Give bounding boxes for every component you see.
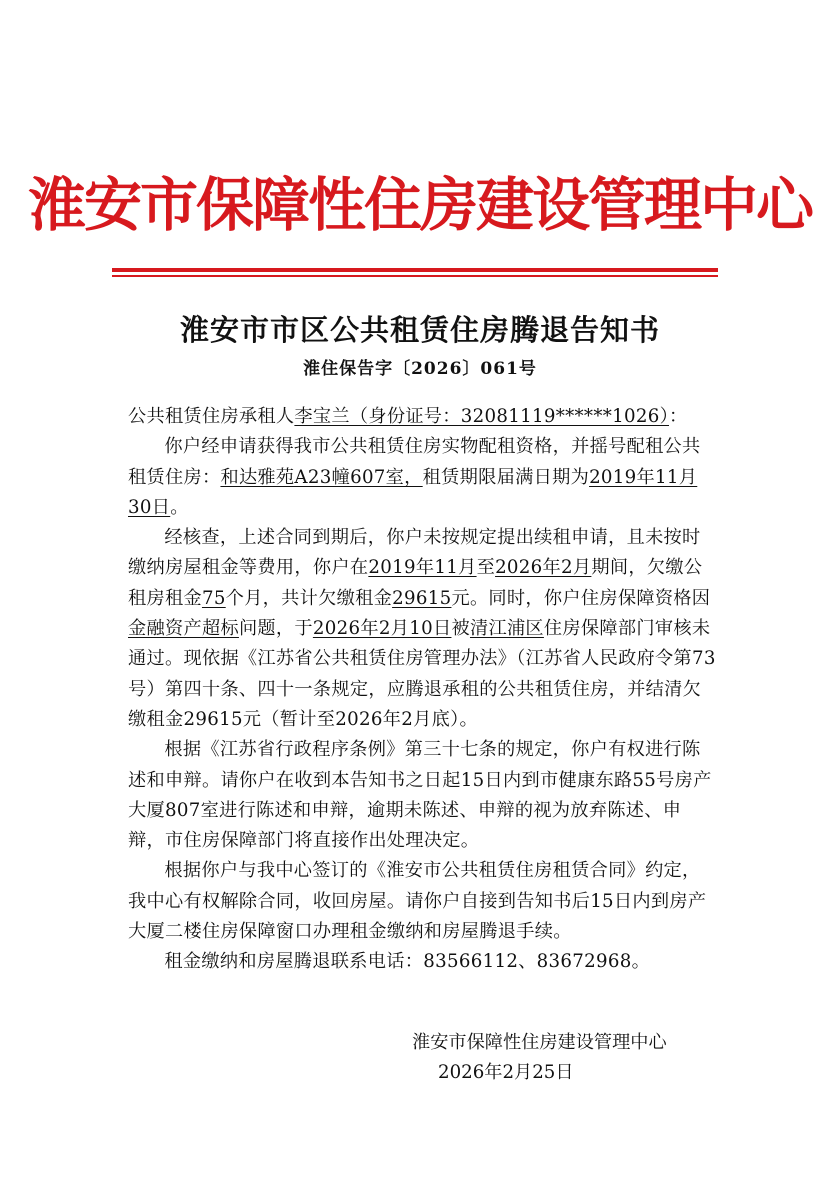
paragraph-allocation: 你户经申请获得我市公共租赁住房实物配租资格，并摇号配租公共租赁住房：和达雅苑A23幢607室，租赁期限届满日期为2019年11月30日。 [128, 436, 701, 518]
addressee-line: 公共租赁住房承租人李宝兰（身份证号：32081119******1026）： [128, 406, 688, 427]
letterhead-rule-thick [112, 268, 718, 272]
signature-org: 淮安市保障性住房建设管理中心 [412, 1032, 667, 1053]
paragraph-statement-rights: 根据《江苏省行政程序条例》第三十七条的规定，你户有权进行陈述和申辩。请你户在收到本告知书之日起15日内到市健康东路55号房产大厦807室进行陈述和申辩，逾期未陈述、申辩的视为放弃陈述、申辩，市住房保障部门将直接作出处理决定。 [128, 739, 712, 852]
letterhead-rule-thin [112, 275, 718, 277]
housing-address: 和达雅苑A23幢607室， [220, 466, 423, 488]
org-letterhead: 淮安市保障性住房建设管理中心 [28, 171, 813, 239]
document-title: 淮安市市区公共租赁住房腾退告知书 [179, 313, 660, 347]
paragraph-contract-termination: 根据你户与我中心签订的《淮安市公共租赁住房租赁合同》约定，我中心有权解除合同，收回房屋。请你户自接到告知书后15日内到房产大厦二楼住房保障窗口办理租金缴纳和房屋腾退手续。 [128, 860, 707, 943]
review-date: 2026年2月10日 [312, 618, 452, 640]
paragraph-contact-phone: 租金缴纳和房屋腾退联系电话：83566112、83672968。 [164, 951, 651, 973]
arrears-to-date: 2026年2月 [495, 557, 592, 579]
notice-body [128, 402, 718, 978]
arrears-amount: 29615 [392, 587, 452, 609]
addressee-name-id: 李宝兰（身份证号：32081119******1026） [294, 406, 669, 427]
document-number: 淮住保告字〔2026〕061号 [303, 359, 537, 379]
lease-expire-date: 2019年11月30日 [128, 466, 698, 518]
arrears-months: 75 [201, 587, 226, 609]
district-name: 清江浦区 [469, 618, 544, 640]
arrears-from-date: 2019年11月 [368, 557, 477, 579]
disqualify-reason: 金融资产超标 [128, 618, 239, 640]
paragraph-arrears: 经核查，上述合同到期后，你户未按规定提出续租申请，且未按时缴纳房屋租金等费用，你户在2019年11月至2026年2月期间，欠缴公租房租金75个月，共计欠缴租金29615元。同时，你户住房保障资格因金融资产超标问题，于2026年2月10日被清江浦区住房保障部门审核未通过。现依据《江苏省公共租赁住房管理办法》（江苏省人民政府令第73号）第四十条、四十一条规定，应腾退承租的公共租赁住房，并结清欠缴租金29615元（暂计至2026年2月底）。 [128, 527, 716, 730]
signature-date: 2026年2月25日 [438, 1062, 574, 1083]
